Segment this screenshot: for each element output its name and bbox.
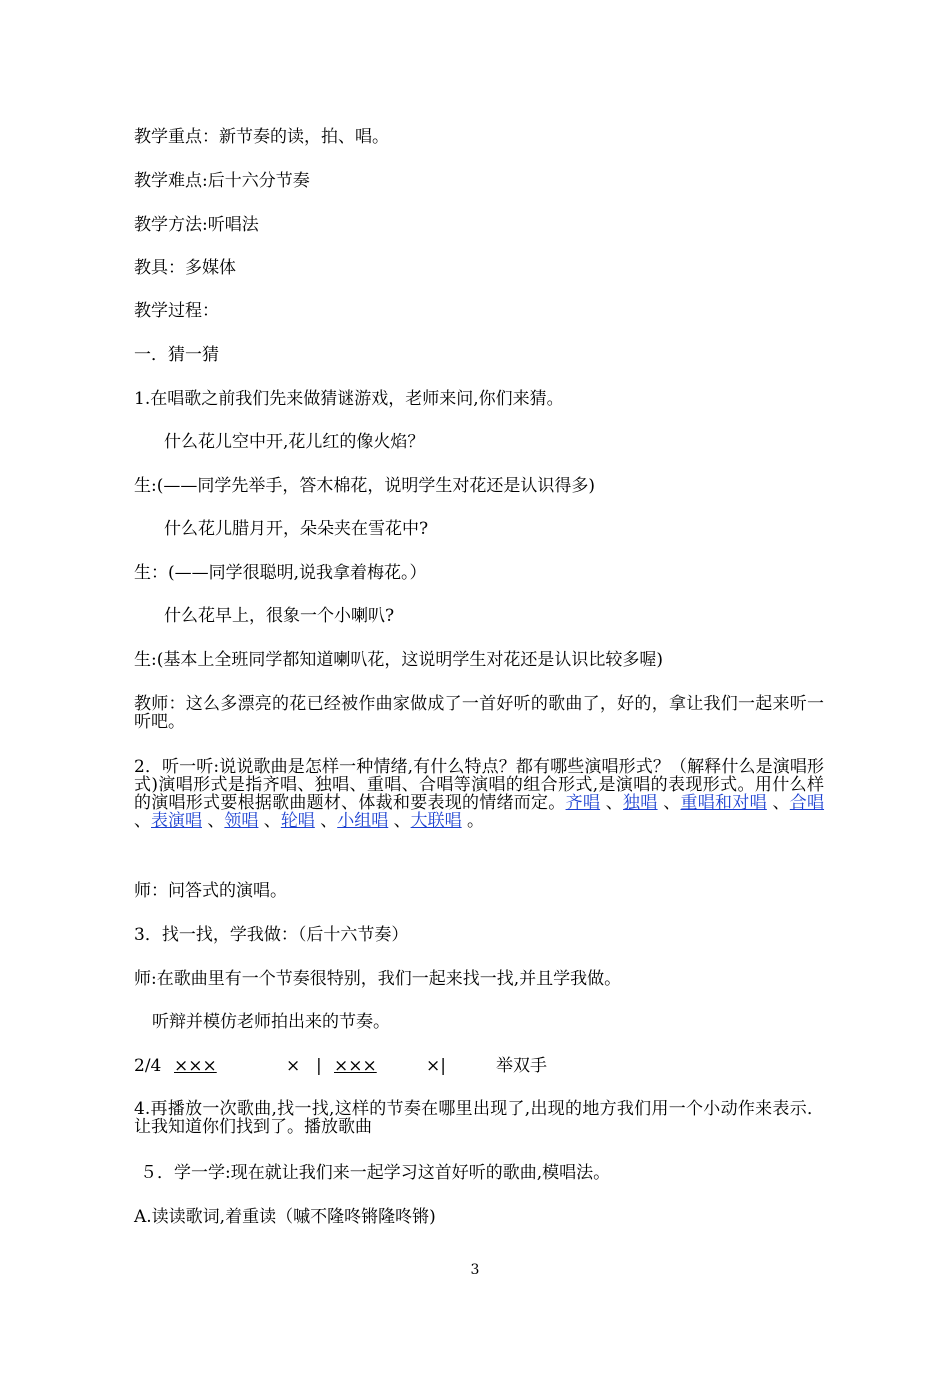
section5-step-a: A.读读歌词,着重读（嘁不隆咚锵隆咚锵): [134, 1207, 436, 1227]
rhythm-group-2: ×××: [334, 1056, 377, 1076]
section2-end: 。: [467, 811, 485, 831]
link-performance-singing[interactable]: 表演唱: [151, 811, 202, 831]
teacher-remark-2: 师：问答式的演唱。: [134, 881, 287, 901]
key-points-line: 教学重点：新节奏的读，拍、唱。: [134, 127, 389, 147]
time-signature: 2/4: [134, 1056, 162, 1076]
rhythm-group-1: ×××: [174, 1056, 217, 1076]
tools-line: 教具：多媒体: [134, 258, 236, 278]
riddle-answer-3: 生:(基本上全班同学都知道喇叭花，这说明学生对花还是认识比较多喔): [134, 650, 663, 670]
link-grand-medley[interactable]: 大联唱: [410, 811, 462, 831]
link-round[interactable]: 轮唱: [280, 811, 315, 831]
page-number: 3: [470, 1262, 480, 1278]
difficulty-line: 教学难点:后十六分节奏: [134, 171, 310, 191]
rhythm-action: 举双手: [496, 1056, 547, 1076]
section4-paragraph: 4.再播放一次歌曲,找一找,这样的节奏在哪里出现了,出现的地方我们用一个小动作来表示．让我知道你们找到了。播放歌曲: [134, 1099, 824, 1137]
section2-paragraph: 2．听一听:说说歌曲是怎样一种情绪,有什么特点？都有哪些演唱形式？（解释什么是演唱形式)演唱形式是指齐唱、独唱、重唱、合唱等演唱的组合形式,是演唱的表现形式。用什么样的演唱形式要根据歌曲题材、体裁和要表现的情绪而定。齐唱 、独唱 、重唱和对唱 、合唱 、表演唱 、领唱 、轮唱 、小组唱 、大联唱 。: [134, 757, 825, 831]
section1-title: 一．猜一猜: [134, 345, 219, 365]
teacher-remark-1: 教师：这么多漂亮的花已经被作曲家做成了一首好听的歌曲了，好的，拿让我们一起来听一听吧。: [134, 694, 824, 732]
section5-title: ５．学一学:现在就让我们来一起学习这首好听的歌曲,模唱法。: [140, 1163, 611, 1183]
section1-intro: 1.在唱歌之前我们先来做猜谜游戏，老师来问,你们来猜。: [134, 389, 564, 409]
section3-title: 3．找一找，学我做：（后十六节奏）: [134, 925, 409, 945]
method-line: 教学方法:听唱法: [134, 215, 259, 235]
riddle-answer-2: 生：(——同学很聪明,说我拿着梅花。）: [134, 563, 427, 583]
link-group-singing[interactable]: 小组唱: [337, 811, 389, 831]
process-heading: 教学过程：: [134, 301, 219, 321]
listen-instruction: 听辩并模仿老师拍出来的节奏。: [152, 1012, 390, 1032]
riddle-question-3: 什么花早上，很象一个小喇叭?: [164, 606, 395, 626]
riddle-question-2: 什么花儿腊月开，朵朵夹在雪花中?: [164, 519, 429, 539]
link-solo[interactable]: 独唱: [623, 793, 658, 813]
riddle-answer-1: 生:(——同学先举手，答木棉花，说明学生对花还是认识得多): [134, 476, 595, 496]
link-lead-singing[interactable]: 领唱: [224, 811, 259, 831]
teacher-remark-3: 师:在歌曲里有一个节奏很特别，我们一起来找一找,并且学我做。: [134, 969, 622, 989]
rhythm-beat-2: ×|: [426, 1056, 446, 1076]
link-unison[interactable]: 齐唱: [565, 793, 601, 813]
link-chorus[interactable]: 合唱: [789, 793, 825, 813]
riddle-question-1: 什么花儿空中开,花儿红的像火焰？: [164, 432, 425, 452]
link-ensemble-duet[interactable]: 重唱和对唱: [680, 793, 767, 813]
rhythm-beat-1: ×: [286, 1056, 301, 1076]
bar-line-1: |: [316, 1056, 322, 1076]
section2-text: 2．听一听:说说歌曲是怎样一种情绪,有什么特点？都有哪些演唱形式？（解释什么是演唱形式)演唱形式是指齐唱、独唱、重唱、合唱等演唱的组合形式,是演唱的表现形式。用什么样的演唱形式要根据歌曲题材、体裁和要表现的情绪而定。: [134, 757, 824, 813]
